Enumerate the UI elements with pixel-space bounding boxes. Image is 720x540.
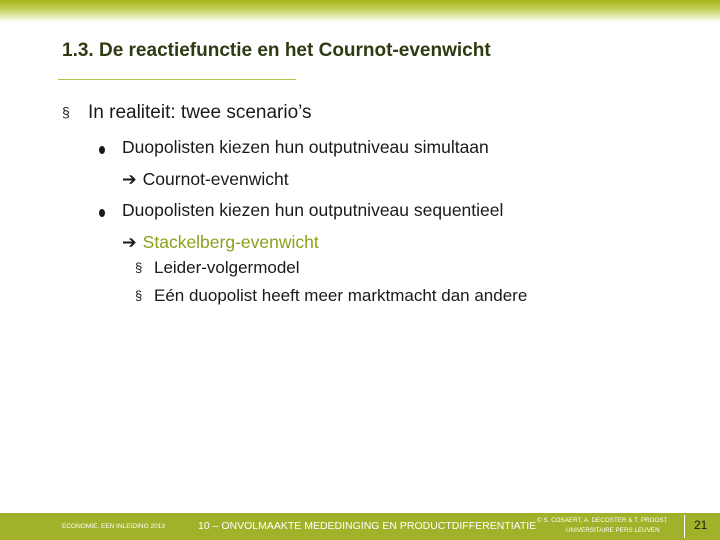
footer-divider xyxy=(684,515,685,538)
sub-bullet-2 xyxy=(122,200,503,221)
slide-title: 1.3. De reactiefunctie en het Cournot-evenwicht xyxy=(62,40,491,61)
sub-bullet-2-result xyxy=(122,232,319,253)
round-bullet-icon xyxy=(99,146,105,154)
footer-copyright-authors: © S. COSAERT, A. DECOSTER & T. PROOST xyxy=(537,517,668,524)
square-bullet-icon: § xyxy=(135,288,143,303)
round-bullet-icon xyxy=(99,209,105,217)
square-bullet-icon: § xyxy=(135,260,143,275)
square-bullet-icon: § xyxy=(62,104,70,120)
sub-bullet-1-result xyxy=(122,169,289,190)
sub-sub-bullet-2-text: Eén duopolist heeft meer marktmacht dan andere xyxy=(154,286,528,305)
arrow-right-icon: ➔ xyxy=(122,233,137,253)
cournot-result-text: Cournot-evenwicht xyxy=(142,169,289,189)
sub-sub-bullet-1 xyxy=(135,258,300,278)
main-bullet-text: In realiteit: twee scenario’s xyxy=(88,102,312,123)
arrow-right-icon: ➔ xyxy=(122,170,137,190)
top-color-band xyxy=(0,0,720,22)
sub-sub-bullet-1-text: Leider-volgermodel xyxy=(154,258,300,277)
page-number: 21 xyxy=(694,518,708,532)
title-underline xyxy=(58,79,296,80)
sub-bullet-1 xyxy=(122,137,489,158)
footer-chapter-title: 10 – ONVOLMAAKTE MEDEDINGING EN PRODUCTDIFFERENTIATIE xyxy=(198,520,537,532)
sub-sub-bullet-2 xyxy=(135,286,528,306)
stackelberg-result-text: Stackelberg-evenwicht xyxy=(142,232,319,252)
footer-copyright-publisher: UNIVERSITAIRE PERS LEUVEN xyxy=(566,527,660,534)
sub-bullet-2-text: Duopolisten kiezen hun outputniveau sequentieel xyxy=(122,200,504,220)
footer-book-title: ECONOMIE, EEN INLEIDING 2013 xyxy=(62,523,165,530)
main-bullet xyxy=(62,102,312,124)
sub-bullet-1-text: Duopolisten kiezen hun outputniveau simultaan xyxy=(122,137,489,157)
footer-bar xyxy=(0,513,720,540)
